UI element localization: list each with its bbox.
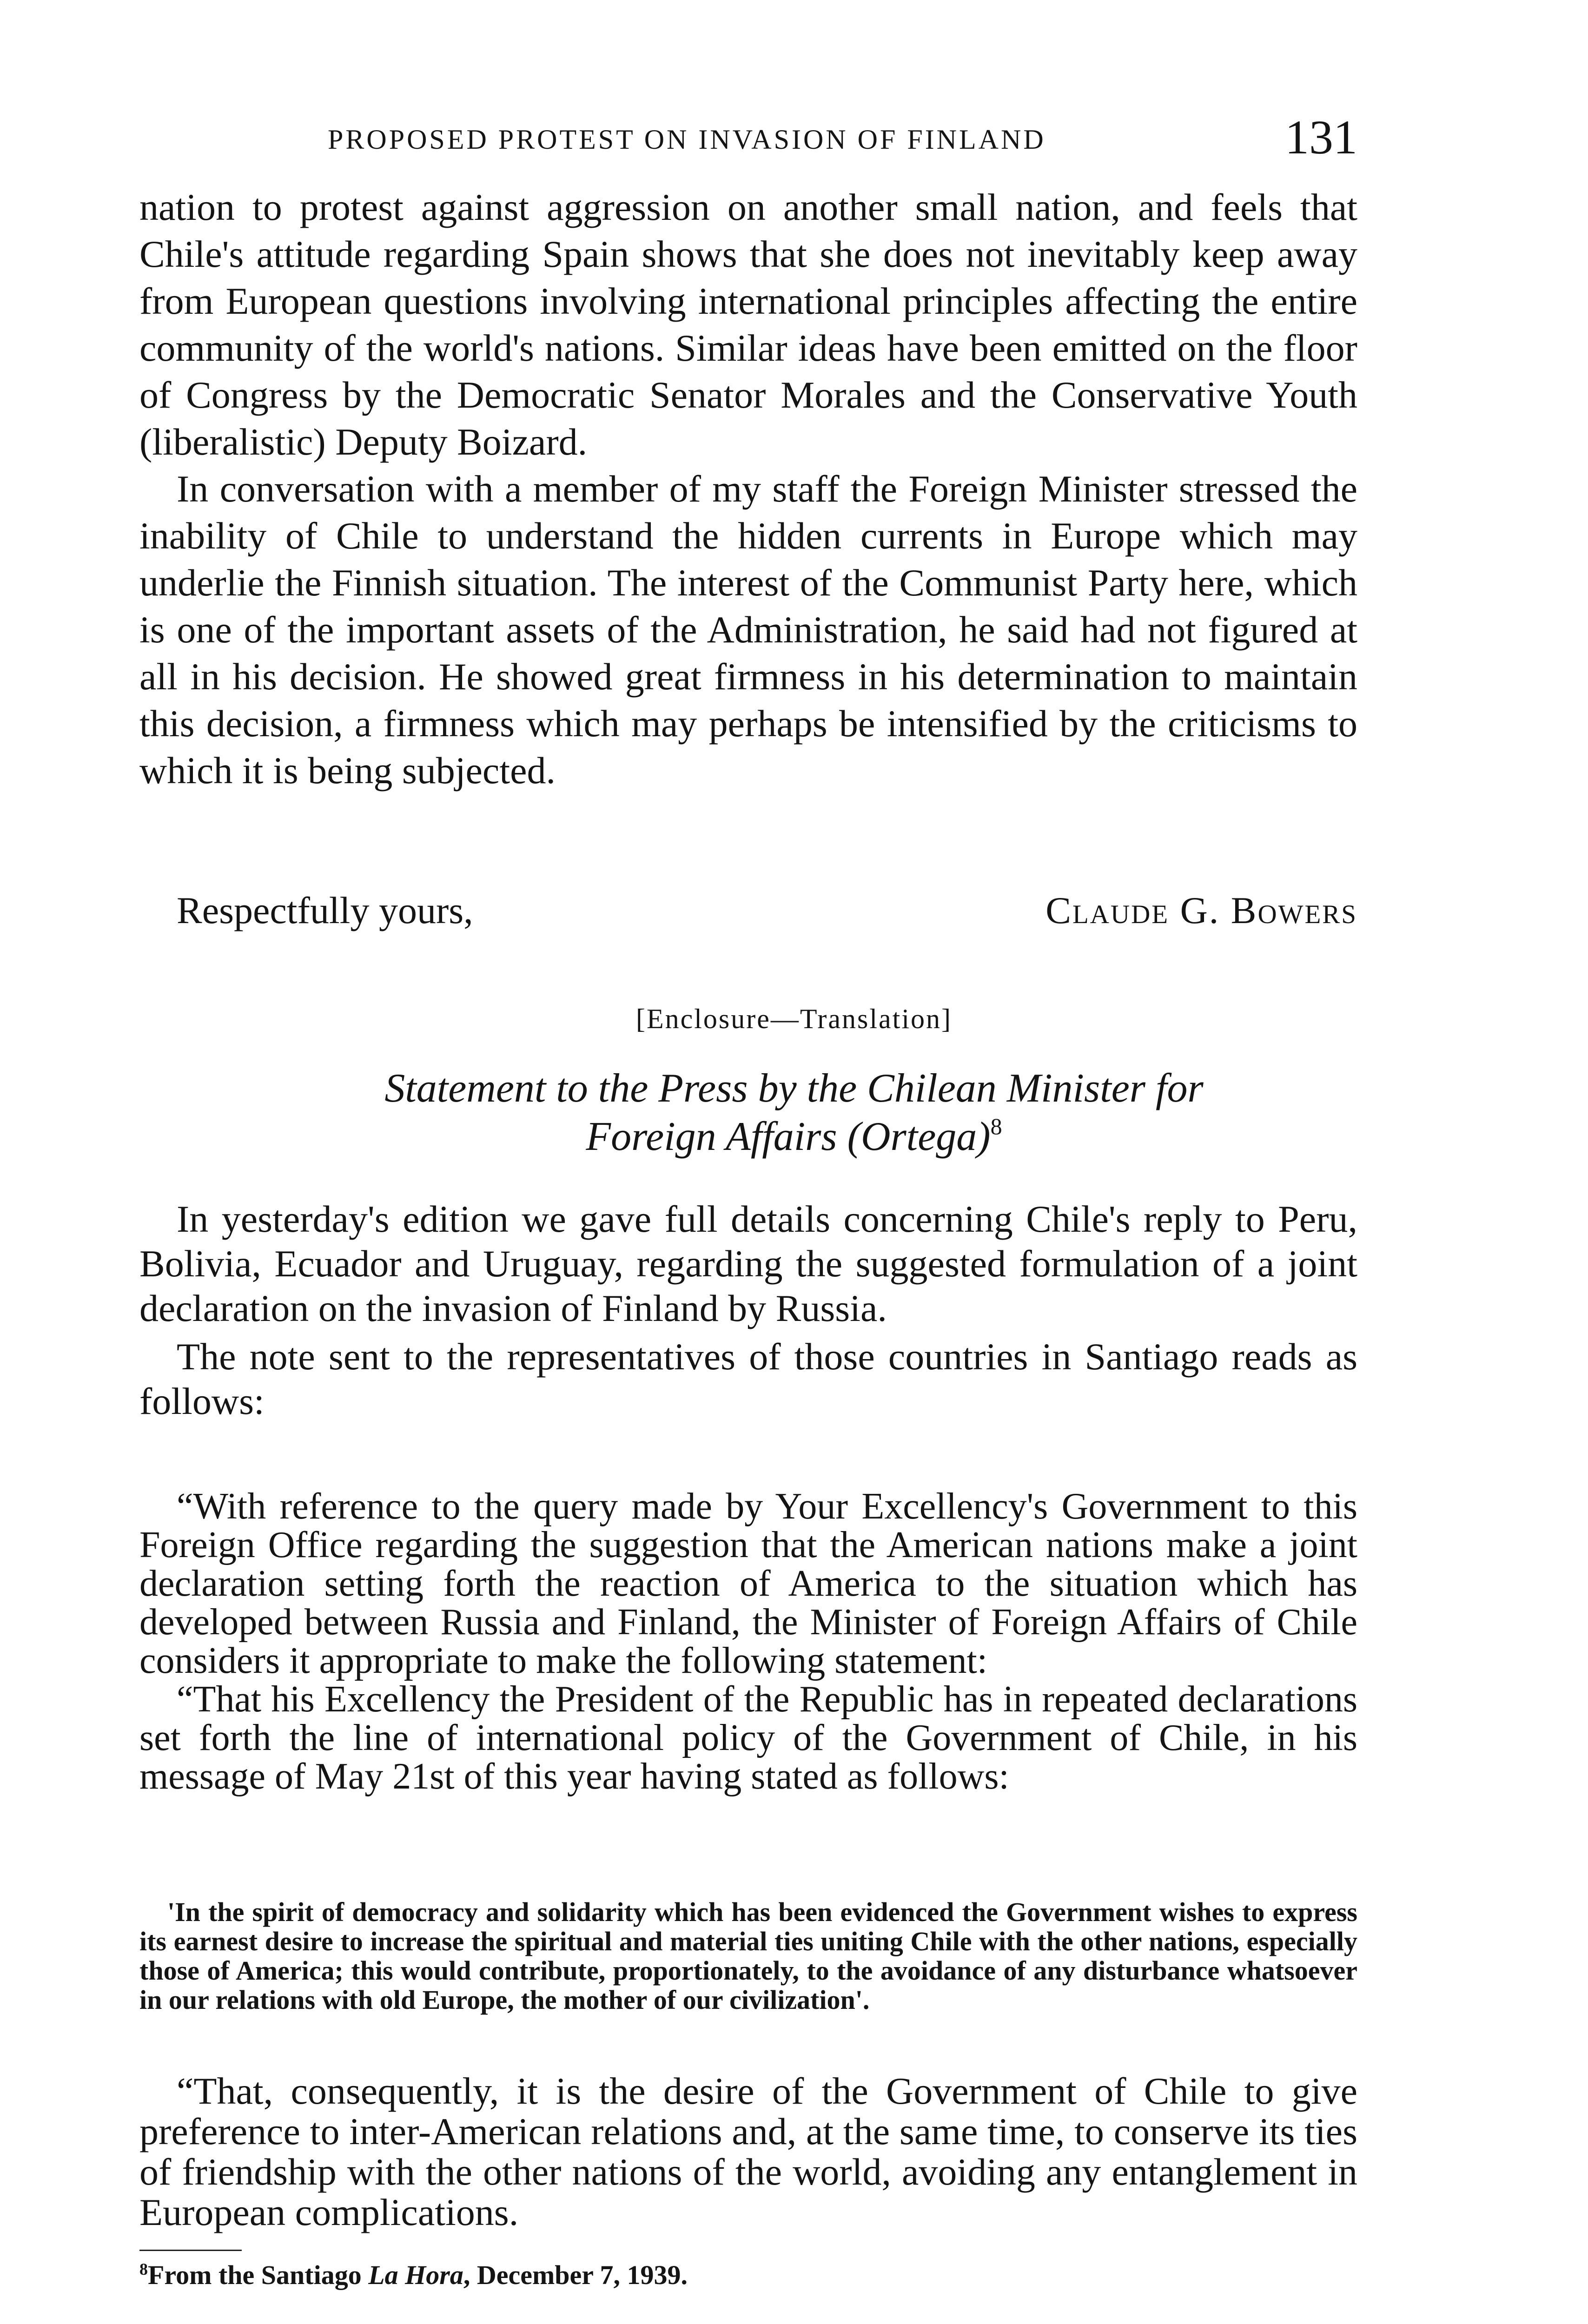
footnote-text-after: , December 7, 1939. — [463, 2260, 688, 2290]
statement-title-text: Foreign Affairs (Ortega) — [586, 1114, 991, 1159]
footnote-divider — [139, 2250, 242, 2251]
footnote-source-title: La Hora — [368, 2260, 463, 2290]
letter-signature: Claude G. Bowers — [1045, 889, 1357, 931]
quoted-note-paragraph-president: “That his Excellency the President of the Republic has in repeated declarations set forth the line of international policy of the Government of Chile, in his message of May 21st of this year having stated as follows: — [139, 1679, 1357, 1797]
quoted-note-paragraph-conclusion: “That, consequently, it is the desire of the Government of Chile to give preference to inter-American relations and, at the same time, to conserve its ties of friendship with the other nations of the world, avoiding any entanglement in European complications. — [139, 2070, 1357, 2233]
statement-title-line-2 — [0, 1113, 1588, 1161]
message-extract — [139, 1897, 1357, 2014]
footnote-marker: 8 — [139, 2260, 148, 2278]
running-title: PROPOSED PROTEST ON INVASION OF FINLAND — [328, 124, 1046, 155]
enclosure-label: [Enclosure—Translation] — [635, 1004, 952, 1034]
quoted-note — [139, 1487, 1357, 1796]
letter-paragraph-foreign-minister: In conversation with a member of my staff the Foreign Minister stressed the inability of Chile to understand the hidden currents in Europe which may underlie the Finnish situation. The interest of the Communist Party here, which is one of the important assets of the Administration, he said had not figured at all in his decision. He showed great firmness in his determination to maintain this decision, a firmness which may perhaps be intensified by the criticisms to which it is being subjected. — [139, 468, 1357, 792]
running-head — [139, 106, 1357, 162]
letter-closing: Respectfully yours, — [177, 889, 473, 931]
quoted-note-paragraph-query: “With reference to the query made by Your Excellency's Government to this Foreign Office regarding the suggestion that the American nations make a joint declaration setting forth the reaction of America to the situation which has developed between Russia and Finland, the Minister of Foreign Affairs of Chile considers it appropriate to make the following statement: — [139, 1486, 1357, 1681]
message-extract-text: 'In the spirit of democracy and solidarity which has been evidenced the Government wishes to express its earnest desire to increase the spiritual and material ties uniting Chile with the other nations, especially those of America; this would contribute, proportionately, to the avoidance of any disturbance whatsoever in our relations with old Europe, the mother of our civilization'. — [139, 1897, 1357, 2015]
statement-title-line-1: Statement to the Press by the Chilean Minister for — [384, 1066, 1204, 1111]
statement-paragraph-reply: In yesterday's edition we gave full details concerning Chile's reply to Peru, Bolivia, Ecuador and Uruguay, regarding the suggested formulation of a joint declaration on the invasion of Finland by Russia. — [139, 1198, 1357, 1329]
quoted-note-conclusion — [139, 2071, 1357, 2232]
footnote — [139, 2259, 1357, 2291]
statement-body — [139, 1197, 1357, 1427]
statement-title — [0, 1064, 1588, 1161]
footnote-text-before: From the Santiago — [148, 2260, 369, 2290]
footnote-reference: 8 — [990, 1113, 1002, 1139]
page-number: 131 — [1285, 111, 1357, 164]
letter-signoff — [177, 887, 1357, 938]
letter-paragraph-continued: nation to protest against aggression on another small nation, and feels that Chile's attitude regarding Spain shows that she does not inevitably keep away from European questions involving international principles affecting the entire community of the world's nations. Similar ideas have been emitted on the floor of Congress by the Democratic Senator Morales and the Conservative Youth (liberalistic) Deputy Boizard. — [139, 186, 1357, 463]
letter-body — [139, 184, 1357, 794]
statement-paragraph-note: The note sent to the representatives of those countries in Santiago reads as follows: — [139, 1335, 1357, 1422]
